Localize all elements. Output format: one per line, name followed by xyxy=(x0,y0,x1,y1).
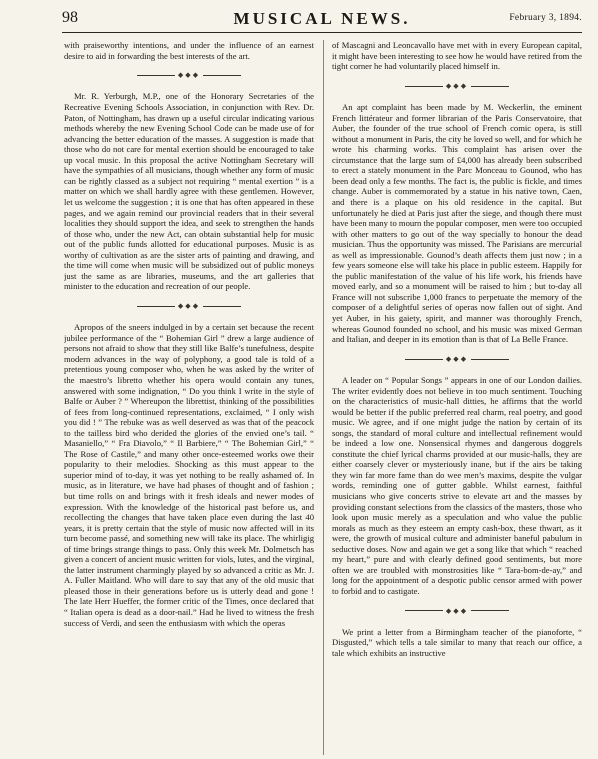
section-separator: ◆◆◆ xyxy=(332,82,582,90)
left-paragraph-2: Mr. R. Yerburgh, M.P., one of the Honorary Secretaries of the Recreative Evening Schools Association, in conjunction with Rev. Dr. Paton, of Nottingham, has drawn up a useful circular indicating various methods whereby the new Evening School Code can be made use of for advancing the better education of the masses. A suggestion is made that those who do not care for mental exertion should be encouraged to take up vocal music. In this proposal the active Nottingham Secretary will have the sympathies of all musicians, though whether any form of music can be rightly classed as a subject not requiring “ mental exertion ” is a matter on which we shall hardly agree with these gentlemen. However, let us welcome the suggestion ; it is one that has often appeared in these pages, and we again remind our provincial readers that in their several localities they should support the idea, and seek to strengthen the hands of those who, under the new Act, can obtain substantial help for music out of the public funds allotted for educational purposes. Music is as worthy of cultivation as are the sister arts of painting and drawing, and the time will come when music will be subsidized out of public moneys just the same as are libraries, museums, and the art galleries that minister to the education and recreation of our people. xyxy=(64,91,314,292)
masthead-title: MUSICAL NEWS. xyxy=(233,9,411,28)
right-paragraph-2: An apt complaint has been made by M. Weckerlin, the eminent French littérateur and former librarian of the Paris Conservatoire, that Auber, the founder of the true school of French comic opera, is still without a monument in Paris, the city he loved so well, and for which he wrote his charming works. This complaint has arisen over the circumstance that the large sum of £4,000 has already been subscribed to erect a stately monument in the Parc Monceau to Gounod, who has been dead only a few months. The fact is, the public is fickle, and times change. Auber is commemorated by a statue in his native town, Caen, and there is a plaque on his old residence in the capital. But unfortunately he died at Paris just after the siege, and though there must have been many to mourn the popular composer, men were too occupied with other matters to go out of the way specially to honour the dead musician. Thus the opportunity was missed. The Parisians are mercurial as well as impressionable. Gounod’s death affects them just now ; in a few years someone else will take his place in public esteem. Happily for the public manifestation of the value of his life work, his friends have moved early, and so a monument will be raised to him ; but to-day all France will not subscribe 1,000 francs to perpetuate the memory of the composer of a delightful series of operas now fallen out of sight. And yet Auber, in his gaiety, spirit, and manner was thoroughly French, whereas Gounod founded no school, and his music was mixed German and Italian, and deeper in its emotion than is that of La Belle France. xyxy=(332,102,582,345)
left-column xyxy=(64,40,314,755)
section-separator: ◆◆◆ xyxy=(64,71,314,79)
column-rule xyxy=(323,40,324,755)
section-separator: ◆◆◆ xyxy=(332,606,582,614)
left-paragraph-3: Apropos of the sneers indulged in by a certain set because the recent jubilee performance of the “ Bohemian Girl ” drew a large audience of persons not afraid to show that they still like Balfe’s tunefulness, despite modern advances in the way of polyphony, a good tale is told of a pretentious young composer who, when he was asked by the writer of the maestro’s libretto whether his opera would contain any tunes, answered with some indignation, “ Do you think I write in the style of Balfe or Auber ? ” Whereupon the librettist, thinking of the possibilities of fees from long-continued representations, exclaimed, “ I only wish you did ! ” The rebuke was as well deserved as was that of the peacock to the tailless bird who derided the glories of the envied one’s tail. “ Masaniello,” “ Fra Diavolo,” “ Il Barbiere,” “ The Bohemian Girl,” “ The Rose of Castile,” and many other once-esteemed works owe their popularity to their melodies. Shocking as this must appear to the superior mind of to-day, it was yet nothing to be really ashamed of. In music, as in literature, we have had phases of thought and of fashion ; but time rolls on and brings with it fresh ideals and newer modes of expression. With the knowledge of the historical past before us, and recollecting the changes that have taken place even during the last 40 years, it is pretty certain that the style of music now affected will in its turn become passé, and something new will take its place. The whirligig of time brings strange things to pass. Only this week Mr. Dolmetsch has given a concert of ancient music written for viols, lutes, and the virginal, the latter instrument charmingly played by so advanced a critic as Mr. J. A. Fuller Maitland. Who will dare to say that any of the old music that pleased those in their generations before us is utterly dead and gone ! The late Herr Hueffer, the former critic of the Times, once declared that “ Italian opera is dead as a door-nail.” Had he lived to witness the fresh success of Verdi, and seen the enthusiasm with which the operas xyxy=(64,322,314,628)
section-separator: ◆◆◆ xyxy=(332,355,582,363)
issue-date: February 3, 1894. xyxy=(509,13,582,23)
right-column xyxy=(332,40,582,755)
right-paragraph-4: We print a letter from a Birmingham teacher of the pianoforte, “ Disgusted,” which tells a tale similar to many that reach our office, a tale which exhibits an instructive xyxy=(332,626,582,658)
left-paragraph-1: with praiseworthy intentions, and under the influence of an earnest desire to aid in forwarding the best interests of the art. xyxy=(64,40,314,61)
page-number: 98 xyxy=(62,9,78,26)
page-header xyxy=(62,8,582,33)
right-paragraph-1: of Mascagni and Leoncavallo have met with in every European capital, it might have been interesting to see how he would have retired from the tight corner he had voluntarily placed himself in. xyxy=(332,40,582,72)
section-separator: ◆◆◆ xyxy=(64,302,314,310)
right-paragraph-3: A leader on “ Popular Songs ” appears in one of our London dailies. The writer evidently does not believe in too much sentiment. Touching on the characteristics of music-hall ditties, he affirms that the world would be better if the public preferred real charm, real poetry, and good music. We agree, and if one might judge the nation by certain of its songs, the standard of moral culture and intellectual refinement would be indeed a low one. Nonsensical rhymes and dangerous doggrels constitute the chief lyrical charms provided at our music-halls, they are either coarsely clever or mysteriously inane, but if the airs be taking they win far more fame than do wee men’s maxims, despite the vulgar words, reminding one of gutter gabble. Whilst earnest, faithful musicians who give concerts strive to elevate art and the masses by providing constant selections from the classics of the masters, those who look upon music merely as a speculation and who value the public morals as much as they esteem an empty cash-box, these thwart, as it were, the growth of musical culture and administer baneful pabulum in seductive doses. Now and again we get a song like that which “ reached my heart,” pure and with clearly defined good sentiments, but more often we are troubled with monstrosities like “ Tara-bom-de-ay,” and long for the appointment of a despotic public censor armed with power to forbid and to castigate. xyxy=(332,375,582,596)
